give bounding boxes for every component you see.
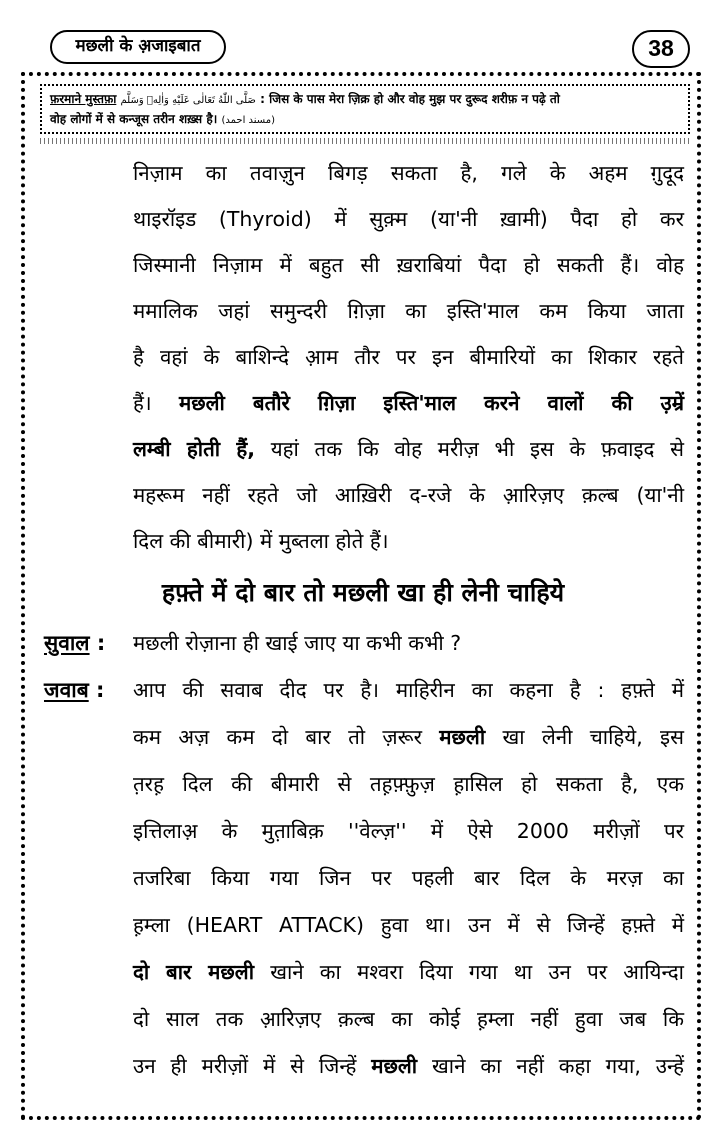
answer-line: ह़म्ला (HEART ATTACK) हुवा था। उन में से जिन्हें हफ़्ते में — [133, 913, 684, 937]
body-line: निज़ाम का तवाज़ुन बिगड़ सकता है, गले के अहम ग़ुदूद — [133, 161, 684, 185]
body-bold-text: लम्बी होती हैं, — [133, 437, 256, 461]
answer-line: आप की सवाब दीद पर है। माहिरीन का कहना है : हफ़्ते में — [133, 678, 684, 702]
answer-line — [133, 724, 684, 750]
body-bold-text: दो बार मछली — [133, 960, 255, 984]
body-line: महरूम नहीं रहते जो आख़िरी द-रजे के आ़रिज़ए क़ल्ब (या'नी — [133, 483, 684, 507]
body-line — [133, 436, 684, 462]
answer-line — [133, 1053, 684, 1079]
quote-line-1 — [50, 90, 680, 110]
quote-source: (مسند احمد) — [221, 115, 275, 126]
body-text: हैं। — [133, 391, 152, 415]
body-text: उन ही मरीज़ों में से जिन्हें — [133, 1054, 357, 1078]
body-text: खाने का मश्वरा दिया गया था उन पर आयिन्दा — [270, 960, 684, 984]
book-title: मछली के अ़जाइबात — [50, 30, 226, 64]
answer-line: त़रह़ दिल की बीमारी से तह़फ़्फ़ुज़ ह़ासिल हो सकता है, एक — [133, 772, 684, 796]
question-label-text: सुवाल — [44, 631, 90, 655]
body-text: खाने का नहीं कहा गया, उन्हें — [432, 1054, 684, 1078]
quote-heading: फ़रमाने मुस्तफ़ा — [50, 92, 117, 106]
body-bold-text: मछली — [439, 725, 486, 749]
body-bold-text: मछली — [371, 1054, 418, 1078]
answer-label: जवाब : — [44, 678, 105, 702]
answer-line: दो साल तक आ़रिज़ए क़ल्ब का कोई ह़म्ला नहीं हुवा जब कि — [133, 1007, 684, 1031]
question-label: सुवाल : — [44, 631, 106, 655]
body-line: थाइरॉइड (Thyroid) में सुक़्म (या'नी ख़ामी) पैदा हो कर — [133, 207, 684, 231]
body-text: यहां तक कि वोह मरीज़ भी इस के फ़वाइद से — [270, 437, 684, 461]
answer-line: इत्तिलाअ़ के मुत़ाबिक़ ''वेल्ज़'' में ऐसे 2000 मरीज़ों पर — [133, 819, 684, 843]
quote-text-2: वोह लोगों में से कन्जूस तरीन शख़्स है। — [50, 112, 218, 126]
page-number: 38 — [632, 30, 690, 68]
wavy-divider — [40, 138, 690, 144]
body-line: दिल की बीमारी) में मुब्तला होते हैं। — [133, 529, 389, 553]
body-line: है वहां के बाशिन्दे आ़म तौर पर इन बीमारियों का शिकार रहते — [133, 345, 684, 369]
quote-text-1: : जिस के पास मेरा ज़िक्र हो और वोह मुझ पर दुरूद शरीफ़ न पढ़े तो — [260, 92, 560, 106]
body-line: ममालिक जहां समुन्दरी ग़िज़ा का इस्ति'माल कम किया जाता — [133, 299, 684, 323]
body-line — [133, 390, 684, 416]
body-text: कम अज़ कम दो बार तो ज़रूर — [133, 725, 422, 749]
answer-line — [133, 959, 684, 985]
question-text: मछली रोज़ाना ही खाई जाए या कभी कभी ? — [133, 631, 462, 655]
quote-salutation: صَلَّى اللّٰهُ تَعَالٰى عَلَيْهِ وَاٰلِهٖ وَسَلَّم — [120, 95, 256, 106]
answer-line: तजरिबा किया गया जिन पर पहली बार दिल के मरज़ का — [133, 866, 684, 890]
quote-line-2 — [50, 110, 680, 130]
answer-label-text: जवाब — [44, 678, 89, 702]
body-text: खा लेनी चाहिये, इस — [502, 725, 684, 749]
body-bold-text: मछली बतौरे ग़िज़ा इस्ति'माल करने वालों की उ़म्रें — [179, 391, 684, 415]
hadith-quote-box — [40, 84, 690, 134]
body-line: जिस्मानी निज़ाम में बहुत सी ख़राबियां पैदा हो सकती हैं। वोह — [133, 253, 684, 277]
section-heading: हफ़्ते में दो बार तो मछली खा ही लेनी चाहिये — [161, 578, 565, 607]
